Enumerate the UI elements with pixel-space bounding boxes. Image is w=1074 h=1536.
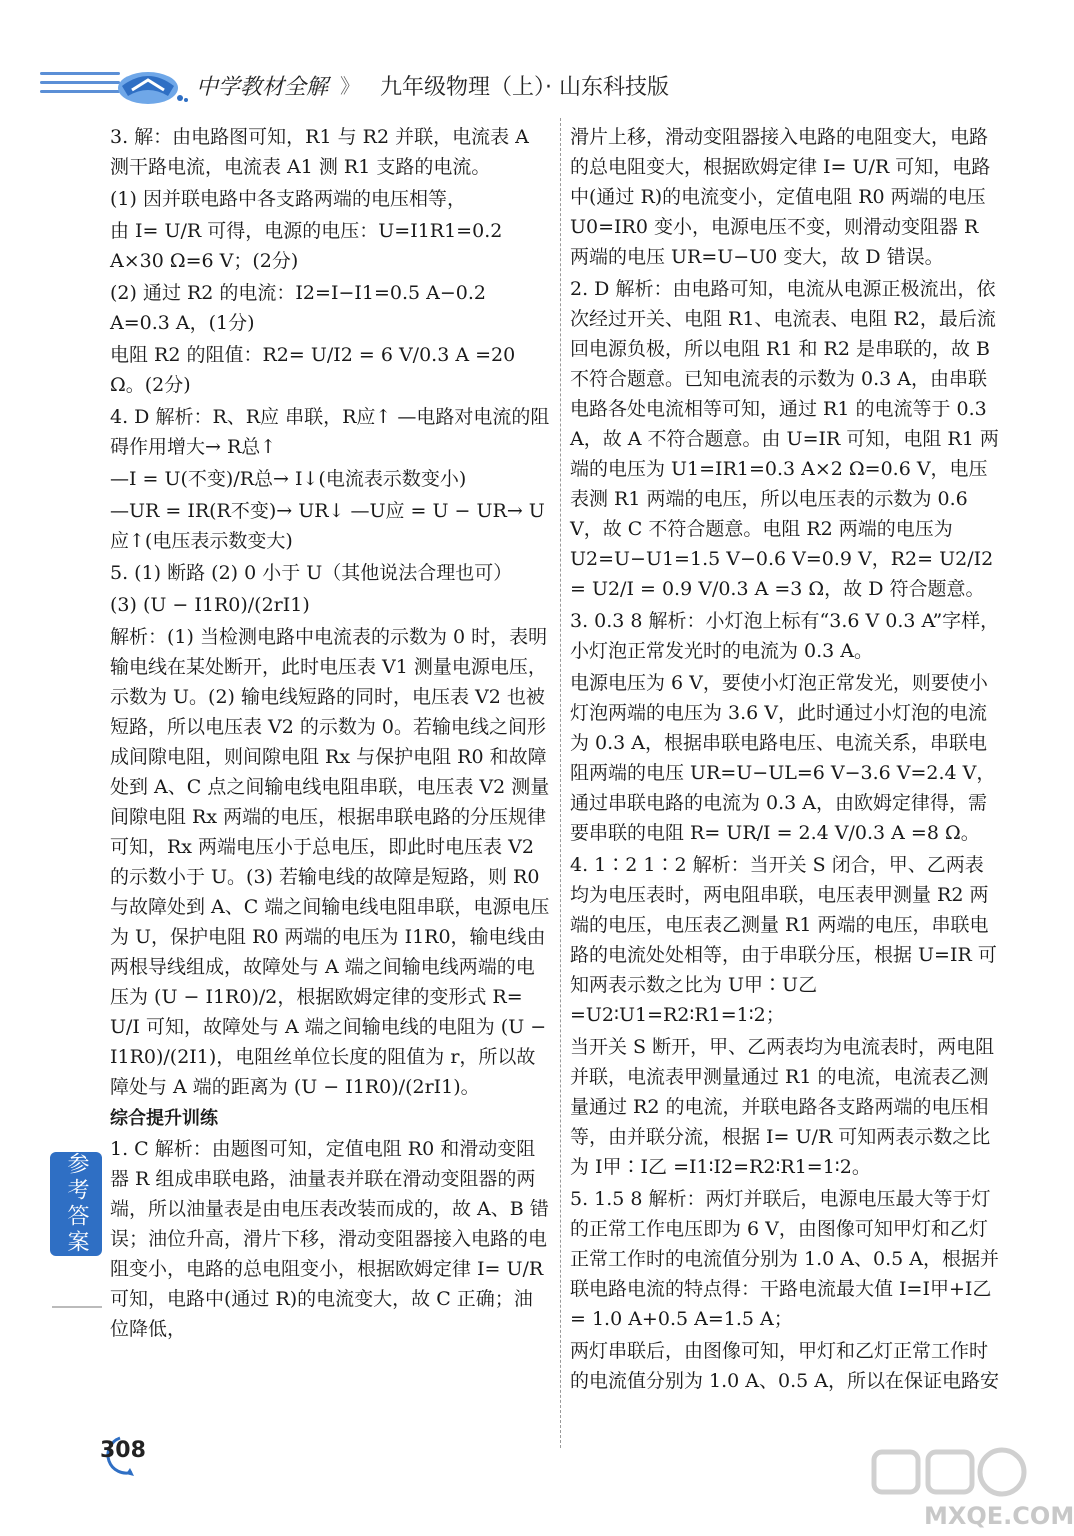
- advanced-answer-5: 5. 1.5 8 解析：两灯并联后，电源电压最大等于灯的正常工作电压即为 6 V，由图像可知甲灯和乙灯正常工作时的电流值分别为 1.0 A、0.5 A，根据并联电路电流的特点得：干路电流最大值 I=I甲+I乙= 1.0 A+0.5 A=1.5 A；: [570, 1188, 999, 1330]
- advanced-answer-1: 1. C 解析：由题图可知，定值电阻 R0 和滑动变阻器 R 组成串联电路，油量表并联在滑动变阻器的两端，所以油量表是由电压表改装而成的，故 A、B 错误；油位升高，滑片下移，滑动变阻器接入电路的电阻变小，电路的总电阻变小，根据欧姆定律 I= U/R 可知，电路中(通过 R)的电流变大，故 C 正确；油位降低，: [110, 1138, 549, 1340]
- answer-3-part-1: (1) 因并联电路中各支路两端的电压相等，: [110, 188, 466, 210]
- header-separator: 》: [340, 74, 360, 98]
- answers-side-tab: 参考答案: [50, 1152, 102, 1256]
- page-header: [0, 0, 1041, 112]
- answer-5: 5. (1) 断路 (2) 0 小于 U（其他说法合理也可）: [110, 562, 513, 584]
- watermark: [866, 1446, 1074, 1530]
- advanced-answer-4-cont: 当开关 S 断开，甲、乙两表均为电流表时，两电阻并联，电流表甲测量通过 R1 的电流，电流表乙测量通过 R2 的电流，并联电路各支路两端的电压相等，由并联分流，根据 I= U/R 可知两表示数之比为 I甲∶I乙 =I1∶I2=R2∶R1=1∶2。: [570, 1036, 995, 1178]
- answer-5-part-3: (3) (U − I1R0)/(2rI1): [110, 594, 310, 616]
- answer-3-part-2: (2) 通过 R2 的电流：I2=I−I1=0.5 A−0.2 A=0.3 A，(1分): [110, 282, 486, 334]
- advanced-answer-4: 4. 1∶2 1∶2 解析：当开关 S 闭合，甲、乙两表均为电压表时，两电阻串联，电压表甲测量 R2 两端的电压，电压表乙测量 R1 两端的电压，串联电路的电流处处相等，由于串联分压，根据 U=IR 可知两表示数之比为 U甲∶U乙=U2∶U1=R2∶R1=1∶2；: [570, 854, 997, 1026]
- book-subtitle: 九年级物理（上）· 山东科技版: [380, 75, 669, 100]
- book-logo-icon: [108, 62, 190, 106]
- side-rule: [52, 1306, 102, 1308]
- advanced-answer-1-cont: 滑片上移，滑动变阻器接入电路的电阻变大，电路的总电阻变大，根据欧姆定律 I= U/R 可知，电路中(通过 R)的电流变小，定值电阻 R0 两端的电压 U0=IR0 变小，电源电压不变，则滑动变阻器 R 两端的电压 UR=U−U0 变大，故 D 错误。: [570, 126, 991, 268]
- advanced-answer-3: 3. 0.3 8 解析：小灯泡上标有“3.6 V 0.3 A”字样，小灯泡正常发光时的电流为 0.3 A。: [570, 610, 1000, 662]
- answer-4-step-2: —I = U(不变)/R总→ I↓(电流表示数变小): [110, 468, 467, 490]
- answer-5-analysis: 解析：(1) 当检测电路中电流表的示数为 0 时，表明输电线在某处断开，此时电压表 V1 测量电源电压，示数为 U。(2) 输电线短路的同时，电压表 V2 也被短路，所以电压表 V2 的示数为 0。若输电线之间形成间隙电阻，则间隙电阻 Rx 与保护电阻 R0 和故障处到 A、C 点之间输电线电阻串联，电压表 V2 测量间隙电阻 Rx 两端的电压，根据串联电路的分压规律可知，Rx 两端电压小于总电压，即此时电压表 V2 的示数小于 U。(3) 若输电线的故障是短路，则 R0 与故障处到 A、C 端之间输电线电阻串联，电源电压为 U，保护电阻 R0 两端的电压为 I1R0，输电线由两根导线组成，故障处与 A 端之间输电线两端的电压为 (U − I1R0)/2，根据欧姆定律的变形式 R= U/I 可知，故障处与 A 端之间输电线的电阻为 (U − I1R0)/(2I1)，电阻丝单位长度的阻值为 r，所以故障处与 A 端的距离为 (U − I1R0)/(2rI1)。: [110, 626, 550, 1098]
- right-column: [570, 122, 1000, 1398]
- advanced-answer-3-cont: 电源电压为 6 V，要使小灯泡正常发光，则要使小灯泡两端的电压为 3.6 V，此时通过小灯泡的电流为 0.3 A，根据串联电路电压、电流关系，串联电阻两端的电压 UR=U−UL=6 V−3.6 V=2.4 V，通过串联电路的电流为 0.3 A，由欧姆定律得，需要串联的电阻 R= UR/I = 2.4 V/0.3 A =8 Ω。: [570, 672, 996, 844]
- watermark-text: MXQE.COM: [924, 1502, 1074, 1530]
- advanced-answer-2: 2. D 解析：由电路可知，电流从电源正极流出，依次经过开关、电阻 R1、电流表、电阻 R2，最后流回电源负极，所以电阻 R1 和 R2 是串联的，故 B 不符合题意。已知电流表的示数为 0.3 A，由串联电路各处电流相等可知，通过 R1 的电流等于 0.3 A，故 A 不符合题意。由 U=IR 可知，电阻 R1 两端的电压为 U1=IR1=0.3 A×2 Ω=0.6 V，电压表测 R1 两端的电压，所以电压表的示数为 0.6 V，故 C 不符合题意。电阻 R2 两端的电压为 U2=U−U1=1.5 V−0.6 V=0.9 V，R2= U2/I2 = U2/I = 0.9 V/0.3 A =3 Ω，故 D 符合题意。: [570, 278, 999, 600]
- answer-3: 3. 解：由电路图可知，R1 与 R2 并联，电流表 A 测干路电流，电流表 A1 测 R1 支路的电流。: [110, 126, 529, 178]
- section-title: 综合提升训练: [110, 1108, 218, 1129]
- watermark-logo-icon: [866, 1446, 1036, 1506]
- answer-3-resistance: 电阻 R2 的阻值：R2= U/I2 = 6 V/0.3 A =20 Ω。(2分): [110, 344, 516, 396]
- advanced-answer-5-cont: 两灯串联后，由图像可知，甲灯和乙灯正常工作时的电流值分别为 1.0 A、0.5 A，所以在保证电路安: [570, 1340, 999, 1392]
- page-number: 308: [100, 1438, 146, 1463]
- answer-4: 4. D 解析：R、R应 串联，R应↑ —电路对电流的阻碍作用增大→ R总↑: [110, 406, 550, 458]
- column-divider: [560, 118, 561, 1448]
- book-title: 中学教材全解: [196, 75, 329, 100]
- page-number-badge: [86, 1432, 150, 1480]
- answer-4-step-3: —UR = IR(R不变)→ UR↓ —U应 = U − UR→ U应↑(电压表示数变大): [110, 500, 545, 552]
- left-column: [110, 122, 550, 1346]
- answer-3-voltage: 由 I= U/R 可得，电源的电压：U=I1R1=0.2 A×30 Ω=6 V；(2分): [110, 220, 503, 272]
